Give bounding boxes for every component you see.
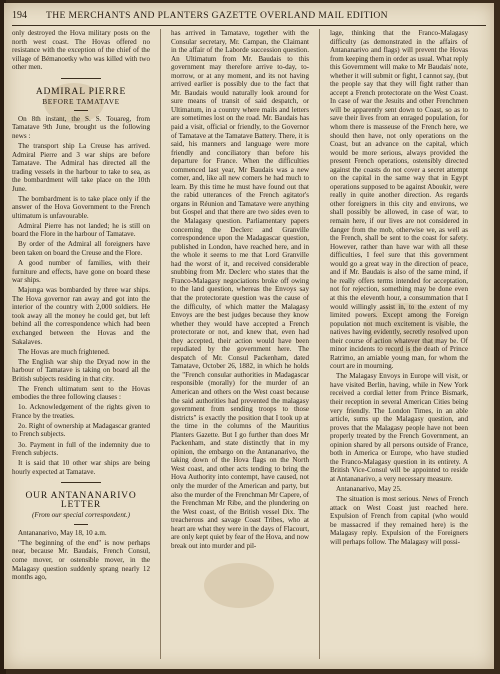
column-3	[330, 29, 468, 548]
article-paragraph: A good number of families, with their furniture and effects, have gone on board these war ships.	[12, 259, 150, 285]
article-paragraph: 1o. Acknowledgement of the rights given to France by the treaties.	[12, 403, 150, 420]
article-paragraph: The transport ship La Creuse has arrived. Admiral Pierre and 3 war ships are before Tamatave. The Admiral has directed all the trading vessels in the harbour to take to sea, as the bombardment will take place on the 10th June.	[12, 141, 150, 193]
column-1	[12, 29, 150, 583]
article-paragraph: By order of the Admiral all foreigners have been taken on board the Creuse and the Flore.	[12, 240, 150, 258]
headline-dash	[74, 524, 88, 525]
article-dateline: Antananarivo, May 18, 10 a.m.	[18, 528, 107, 537]
headline-antananarivo-letter: OUR ANTANANARIVO LETTER	[25, 491, 137, 510]
headline-admiral-pierre: ADMIRAL PIERRE	[35, 86, 127, 97]
article-paragraph: "The beginning of the end" is now perhaps near, because Mr. Baudais, French Consul, come mover, or ostensible mover, in the Malagasy question suddenly sprang nearly 12 months ago,	[12, 538, 150, 582]
article-paragraph: only destroyed the Hova military posts on the north west coast. The Hovas offered no resistance with the exception of the chief of the village of Bémanoetky who was killed with two other men.	[12, 29, 150, 72]
article-paragraph: lage, thinking that the Franco-Malagasy difficulty (as demonstrated in the affairs of Antananarivo and flags) will prevent the Hovas from keeping them in order as usual. What reply this Government will make to Mr Baudais' note, whether it will submit or fight, I cannot say, (but the people say that they will fight rather than accept a French protectorate on the West Coast. In case of war the Jesuits and other Frenchmen will be apparently sent down to Coast, so as to save their lives from an enraged population, for whom there is masseuse of the French here, we should then have, not only operations on the Coast, but an advance on the capital, which would be more serious, always provided the present French operations, ostensibly directed against the coasts do not cover a secret attempt on the capital in the same way that in Egypt operations supposed to be against Aboukir, were really in quite another direction. As regards other foreigners in this city and environs, we shall possibly be allowed, in case of war, to remain here, if our lives are not considered in danger from the mob, otherwise we, as well as the French, shall be sent to the coast for safety. However, rather than have war with all these difficulties, I feel sure that this government would go a great way in the direction of peace, and if Mr. Baudais is also of the same mind, if he really offers terms intended for acceptation, not for rejection, something may be done even at this the eleventh hour, a consummation that I would willingly assist in, to the extent of my limited powers. Except among the Foreign population not much excitement is visible, the natives having evidently, secretly resolved upon their course of action whatever that may be. Of minor incidents to record is the death of Prince Ratrimo, an amiable young man, for whom the court are in mourning.	[330, 29, 468, 371]
article-paragraph: The situation is most serious. News of French attack on West Coast just reached here. Expulsion of French from capital (who would be massacred if they remained here) is the Malagasy reply. Expulsion of the Foreigners will perhaps follow. The Malagasy will possi-	[330, 495, 468, 546]
article-paragraph: The French ultimatum sent to the Hovas embodies the three following clauses :	[12, 384, 150, 402]
masthead-title: THE MERCHANTS AND PLANTERS GAZETTE OVERLAND MAIL EDITION	[46, 10, 388, 21]
article-paragraph: 3o. Payment in full of the indemnity due to French subjects.	[12, 440, 150, 458]
column-rule	[160, 29, 161, 659]
article-separator	[61, 482, 101, 483]
paper-stain	[204, 563, 274, 608]
header-rule	[12, 25, 486, 26]
headline-dash	[74, 110, 88, 111]
article-paragraph: Admiral Pierre has not landed; he is still on board the Flore in the harbour of Tamatave.	[12, 221, 150, 239]
article-paragraph: The Hovas are much frightened.	[18, 347, 110, 356]
correspondent-byline: (From our special correspondent.)	[32, 511, 130, 520]
article-dateline: Antananarivo, May 25.	[336, 484, 402, 493]
article-paragraph: The bombardment is to take place only if the answer of the Hova Government to the French ultimatum is unfavourable.	[12, 194, 150, 220]
subheadline-before-tamatave: BEFORE TAMATAVE	[42, 97, 120, 107]
article-separator	[61, 78, 101, 79]
article-paragraph: The Malagasy Envoys in Europe will visit, or have visited Berlin, having, while in New York received a cordial letter from Prince Bismark, their reception in several American Cities being very friendly. The London Times, in an able article, sums up the Malagasy question, and proves that the Malagasy people have not been properly treated by the French Government, an opinion shared by all persons outside of France, both in America or Europe, who have studied the Franco-Malagasy question in its entirety. A British Vice-Consul will be appointed to reside at Antananarivo, a very necessary measure.	[330, 372, 468, 483]
page-header	[12, 10, 486, 24]
page-number: 194	[12, 10, 27, 21]
article-paragraph: has arrived in Tamatave, together with the Consular secretary, Mr. Campan, the Claimant in the affair of the Laborde succession question. An Ultimatum from Mr. Baudais to this government may therefore arrive to-day, to-morrow, or at any moment, and its not having arrived earlier is possibly due to the fact that Mr. Baudais would naturally look around for sure means of transit of said despatch, or Ultimatum, in a country where mails and letters are sometimes lost on the road. Mr. Baudais has paid a visit, official or friendly, to the Governor of Tamatave at the Tamatave Battery. There, it is said, his manners and language were more friendly and conciliatory than before his departure for France. When the difficulties commenced last year, Mr Baudais was a new comer, and, like all new comers he had much to learn. By this time he must have found out that the rabid utterances of the French agitator's organs in Réunion and Tamatave were anything but Gospel and that there are two sides even to the Malagasy question. Parliamentary papers concerning the Declerc and Granville correspondence upon the Madagascar question, published in London, have reached here, and in the whole it seems to me that Lord Granville had the worst of it, and received considerable snubbing from Mr. Declerc who states that the Franco-Malagasy negociations broke off owing to the land question, whereas the Envoys say that the protectorate question was the cause of the difficulty, of which matter the Malagasy Envoys are the best judges because they know whether they would have accepted a French protectorate or not, and knew that, even had they accepted, their action would have been repudiated by the government here. The despatch of Mr. Consul Packenham, dated Tamatave, October 26, 1882, in which he holds the "French consular authorities in Madagascar responsible (morally) for the murder of an American and others on the West coast because the said authorities had prevented the malagasy government from sending troops to those districts" is exactly the position that I took up at the time in the columns of the Mauritius Planters Gazette. But I go further than does Mr Packenham, and state distinctly that in my opinion, the embargo on the Antananarivo, the taking down of the Hova flags on the North West coast, and other acts tending to bring the Hova Authority into contempt, have caused, not only the murder of the American and party, but also the murder of the Frenchman Mr Capere, of the Frenchman Mr Ribe, and the plundering on the West coast, of the British vessel Dix. The treacherous and savage Coast Tribes, who at heart are what they were in the days of Flacourt, are only kept quiet by fear of the Hova, and now break out into murder and pil-	[171, 29, 309, 550]
article-paragraph: The English war ship the Dryad now in the harbour of Tamatave is taking on board all the British subjects residing in that city.	[12, 357, 150, 383]
article-paragraph: Majunga was bombarded by three war ships. The Hova governor ran away and got into the interior of the country with 2,000 soldiers. He took away all the money he could get, but left behind all the correspondence which had been exchanged between the Hovas and the Sakalaves.	[12, 286, 150, 346]
article-paragraph: It is said that 10 other war ships are being hourly expected at Tamatave.	[12, 459, 150, 476]
article-paragraph: On 8th instant, the S. S. Touareg, from Tamatave 9th June, brought us the following news :	[12, 114, 150, 140]
column-2	[171, 29, 309, 552]
column-rule	[319, 29, 320, 659]
article-paragraph: 2o. Right of ownership at Madagascar granted to French subjects.	[12, 421, 150, 439]
